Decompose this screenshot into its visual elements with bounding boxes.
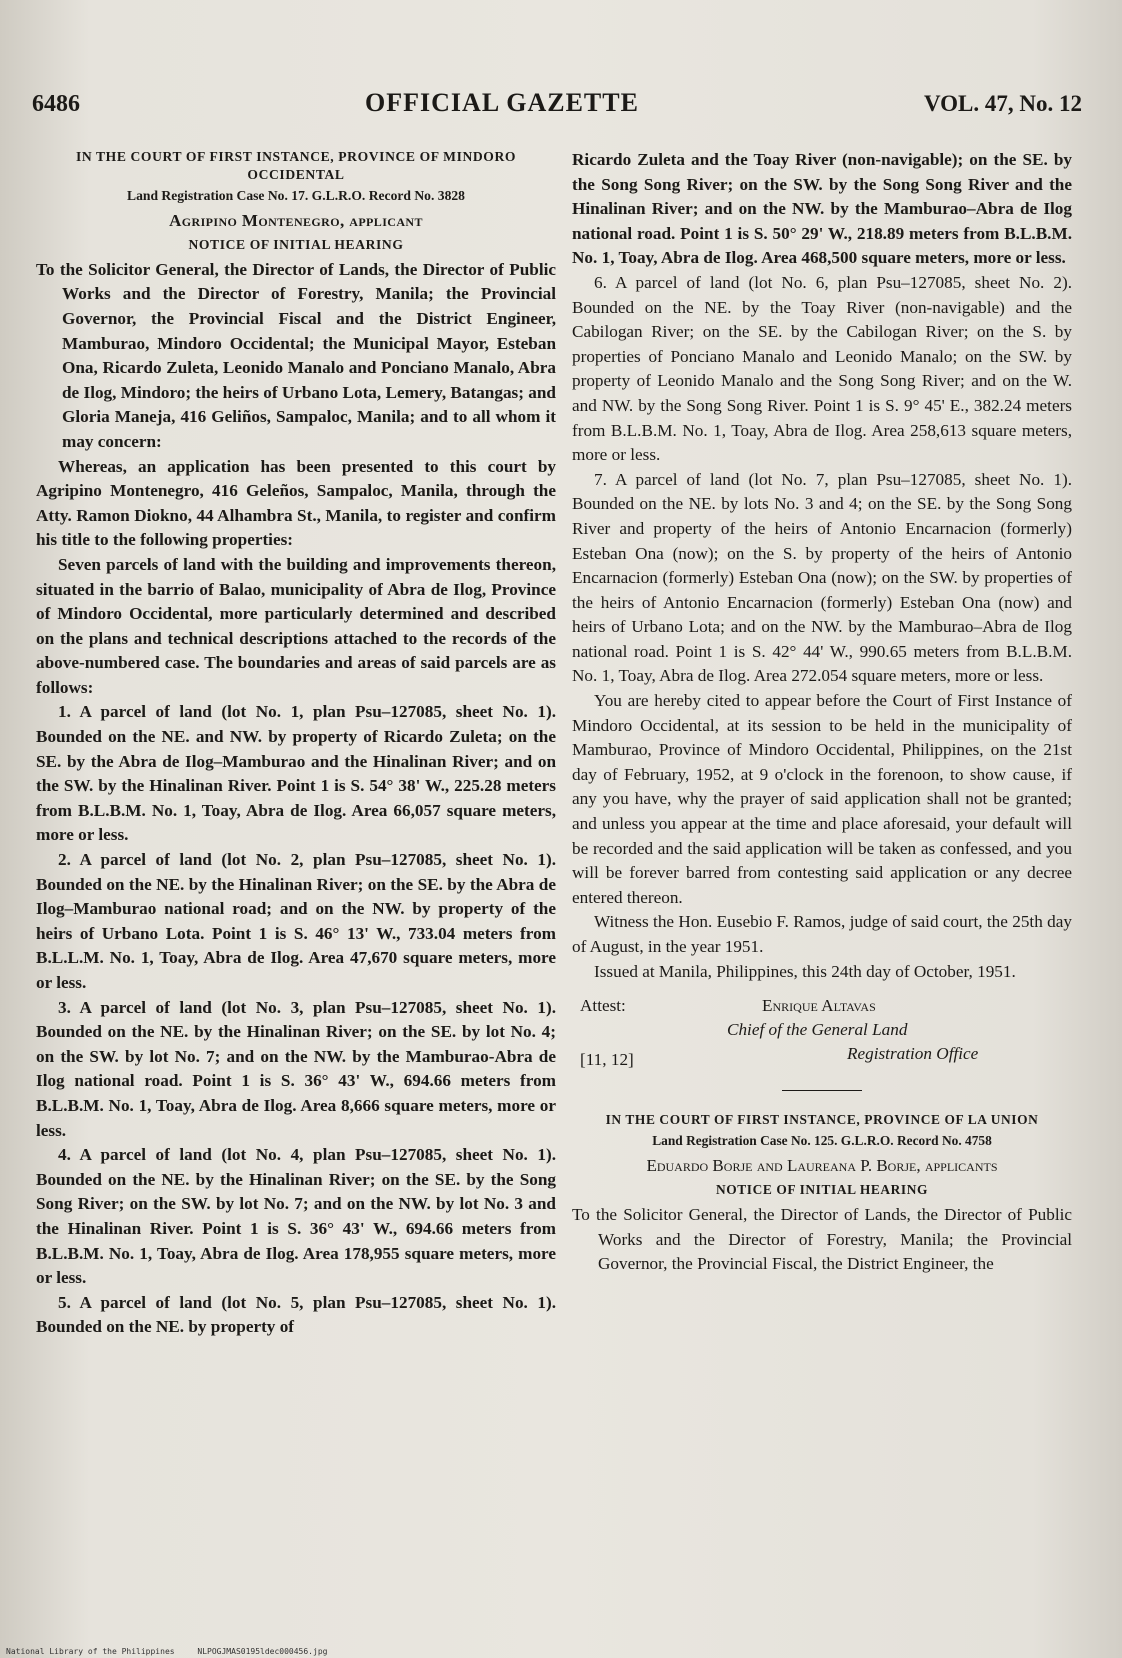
- applicants-line-2: Eduardo Borje and Laureana P. Borje, applicants: [646, 1155, 998, 1175]
- scan-filename: NLPOGJMAS0195ldec000456.jpg: [197, 1647, 328, 1656]
- notice-heading-2: NOTICE OF INITIAL HEARING: [715, 1182, 929, 1198]
- scan-footer: [6, 1647, 345, 1656]
- witness-paragraph: Witness the Hon. Eusebio F. Ramos, judge of said court, the 25th day of August, in the year 1951.: [572, 912, 1072, 956]
- parcel-2-paragraph: 2. A parcel of land (lot No. 2, plan Psu–127085, sheet No. 1). Bounded on the NE. by the Hinalinan River; on the SE. by the Abra de Ilog–Mamburao national road; and on the NW. by property of the heirs of Urbano Lota. Point 1 is S. 46° 13' W., 733.04 meters from B.L.L.M. No. 1, Toay, Abra de Ilog. Area 47,670 square meters, more or less.: [36, 850, 556, 992]
- issue-dates: [11, 12]: [580, 1050, 634, 1070]
- parcel-7-paragraph: 7. A parcel of land (lot No. 7, plan Psu–127085, sheet No. 1). Bounded on the NE. by lots No. 3 and 4; on the SE. by the Song Song River and property of the heirs of Antonio Encarnacion (formerly) Esteban Ona (now); on the S. by property of the heirs of Antonio Encarnacion (formerly) Esteban Ona (now); on the SW. by properties of the heirs of Antonio Encarnacion (formerly) Esteban Ona (now) and heirs of Urbano Lota; and on the NW. by the Mamburao–Abra de Ilog national road. Point 1 is S. 42° 44' W., 990.65 meters from B.L.B.M. No. 1, Toay, Abra de Ilog. Area 272.054 square meters, more or less.: [572, 469, 1072, 686]
- court-heading: IN THE COURT OF FIRST INSTANCE, PROVINCE OF MINDORO OCCIDENTAL: [75, 149, 517, 182]
- issued-paragraph: Issued at Manila, Philippines, this 24th day of October, 1951.: [594, 961, 1016, 981]
- addressees-paragraph: To the Solicitor General, the Director of Lands, the Director of Public Works and the Director of Forestry, Manila; the Provincial Governor, the Provincial Fiscal and the District Engineer, Mamburao, Mindoro Occidental; the Municipal Mayor, Esteban Ona, Ricardo Zuleta, Leonido Manalo and Ponciano Manalo, Abra de Ilog, Mindoro; the heirs of Urbano Lota, Lemery, Batangas; and Gloria Maneja, 416 Geliños, Sampaloc, Manila; and to all whom it may concern:: [36, 259, 556, 451]
- seven-parcels-paragraph: Seven parcels of land with the building and improvements thereon, situated in the barrio of Balao, municipality of Abra de Ilog, Province of Mindoro Occidental, more particularly determined and described on the plans and technical descriptions attached to the records of the above-numbered case. The boundaries and areas of said parcels are as follows:: [36, 554, 556, 697]
- parcel-3-paragraph: 3. A parcel of land (lot No. 3, plan Psu–127085, sheet No. 1). Bounded on the NE. by the Hinalinan River; on the SE. by lot No. 4; on the SW. by lot No. 7; and on the NW. by the Mamburao-Abra de Ilog national road. Point 1 is S. 36° 43' W., 694.66 meters from B.L.B.M. No. 1, Toay, Abra de Ilog. Area 8,666 square meters, more or less.: [36, 997, 556, 1140]
- parcel-4-paragraph: 4. A parcel of land (lot No. 4, plan Psu–127085, sheet No. 1). Bounded on the NE. by the Hinalinan River; on the SE. by the Song Song River; on the SW. by lot No. 7; and on the NW. by lot No. 3 and the Hinalinan River. Point 1 is S. 36° 43' W., 694.66 meters from B.L.B.M. No. 1, Toay, Abra de Ilog. Area 178,955 square meters, more or less.: [36, 1145, 556, 1288]
- whereas-paragraph: Whereas, an application has been presented to this court by Agripino Montenegro, 416 Geleños, Sampaloc, Manila, through the Atty. Ramon Diokno, 44 Alhambra St., Manila, to register and confirm his title to the following properties:: [36, 456, 556, 550]
- citation-paragraph: You are hereby cited to appear before the Court of First Instance of Mindoro Occidental, at its session to be held in the municipality of Mamburao, Province of Mindoro Occidental, Philippines, on the 21st day of February, 1952, at 9 o'clock in the forenoon, to show cause, if any you have, why the prayer of said application shall not be granted; and unless you appear at the time and place aforesaid, your default will be recorded and the said application will be taken as confessed, and you will be forever barred from contesting said application or any decree entered thereon.: [572, 691, 1072, 907]
- case-line-2: Land Registration Case No. 125. G.L.R.O. Record No. 4758: [652, 1133, 992, 1149]
- parcel-6-paragraph: 6. A parcel of land (lot No. 6, plan Psu–127085, sheet No. 2). Bounded on the NE. by the Toay River (non-navigable) and the Cabilogan River; on the SE. by the Cabilogan River; on the S. by properties of Ponciano Manalo and Leonido Manalo; on the SW. by property of Leonido Manalo and the Song Song River; and on the W. and NW. by the Song Song River. Point 1 is S. 9° 45' E., 382.24 meters from B.L.B.M. No. 1, Toay, Abra de Ilog. Area 258,613 square meters, more or less.: [572, 272, 1072, 465]
- addressees-paragraph-2: To the Solicitor General, the Director of Lands, the Director of Public Works and the Director of Forestry, Manila; the Provincial Governor, the Provincial Fiscal, the District Engineer, the: [572, 1204, 1072, 1274]
- case-line: Land Registration Case No. 17. G.L.R.O. Record No. 3828: [127, 188, 465, 203]
- attest-label: Attest:: [580, 996, 626, 1016]
- parcel-5-paragraph: 5. A parcel of land (lot No. 5, plan Psu–127085, sheet No. 1). Bounded on the NE. by property of: [36, 1292, 556, 1337]
- court-heading-2: IN THE COURT OF FIRST INSTANCE, PROVINCE OF LA UNION: [605, 1112, 1039, 1128]
- signer-title: Chief of the General Land: [727, 1020, 908, 1040]
- volume-number: VOL. 47, No. 12: [924, 91, 1082, 116]
- section-divider: [782, 1090, 862, 1091]
- parcel-5-continuation: Ricardo Zuleta and the Toay River (non-navigable); on the SE. by the Song Song River; on the SW. by the Song Song River and the Hinalinan River; and on the NW. by the Mamburao–Abra de Ilog national road. Point 1 is S. 50° 29' W., 218.89 meters from B.L.B.M. No. 1, Toay, Abra de Ilog. Area 468,500 square meters, more or less.: [572, 150, 1072, 268]
- right-column: [572, 148, 1072, 1277]
- parcel-1-paragraph: 1. A parcel of land (lot No. 1, plan Psu–127085, sheet No. 1). Bounded on the NE. and NW. by property of Ricardo Zuleta; on the SE. by the Abra de Ilog–Mamburao and the Hinalinan River; and on the SW. by the Hinalinan River. Point 1 is S. 54° 38' W., 225.28 meters from B.L.B.M. No. 1, Toay, Abra de Ilog. Area 66,057 square meters, more or less.: [36, 702, 556, 845]
- library-credit: National Library of the Philippines: [6, 1647, 175, 1656]
- publication-title: OFFICIAL GAZETTE: [365, 88, 639, 117]
- left-column: [36, 148, 556, 1340]
- signer-name: Enrique Altavas: [762, 996, 876, 1016]
- applicant-line: Agripino Montenegro, applicant: [169, 210, 423, 230]
- page-header: [32, 88, 1082, 128]
- notice-heading: NOTICE OF INITIAL HEARING: [188, 237, 404, 253]
- page-number: 6486: [32, 91, 80, 117]
- signer-office: Registration Office: [847, 1044, 979, 1064]
- signature-block: [572, 994, 1072, 1084]
